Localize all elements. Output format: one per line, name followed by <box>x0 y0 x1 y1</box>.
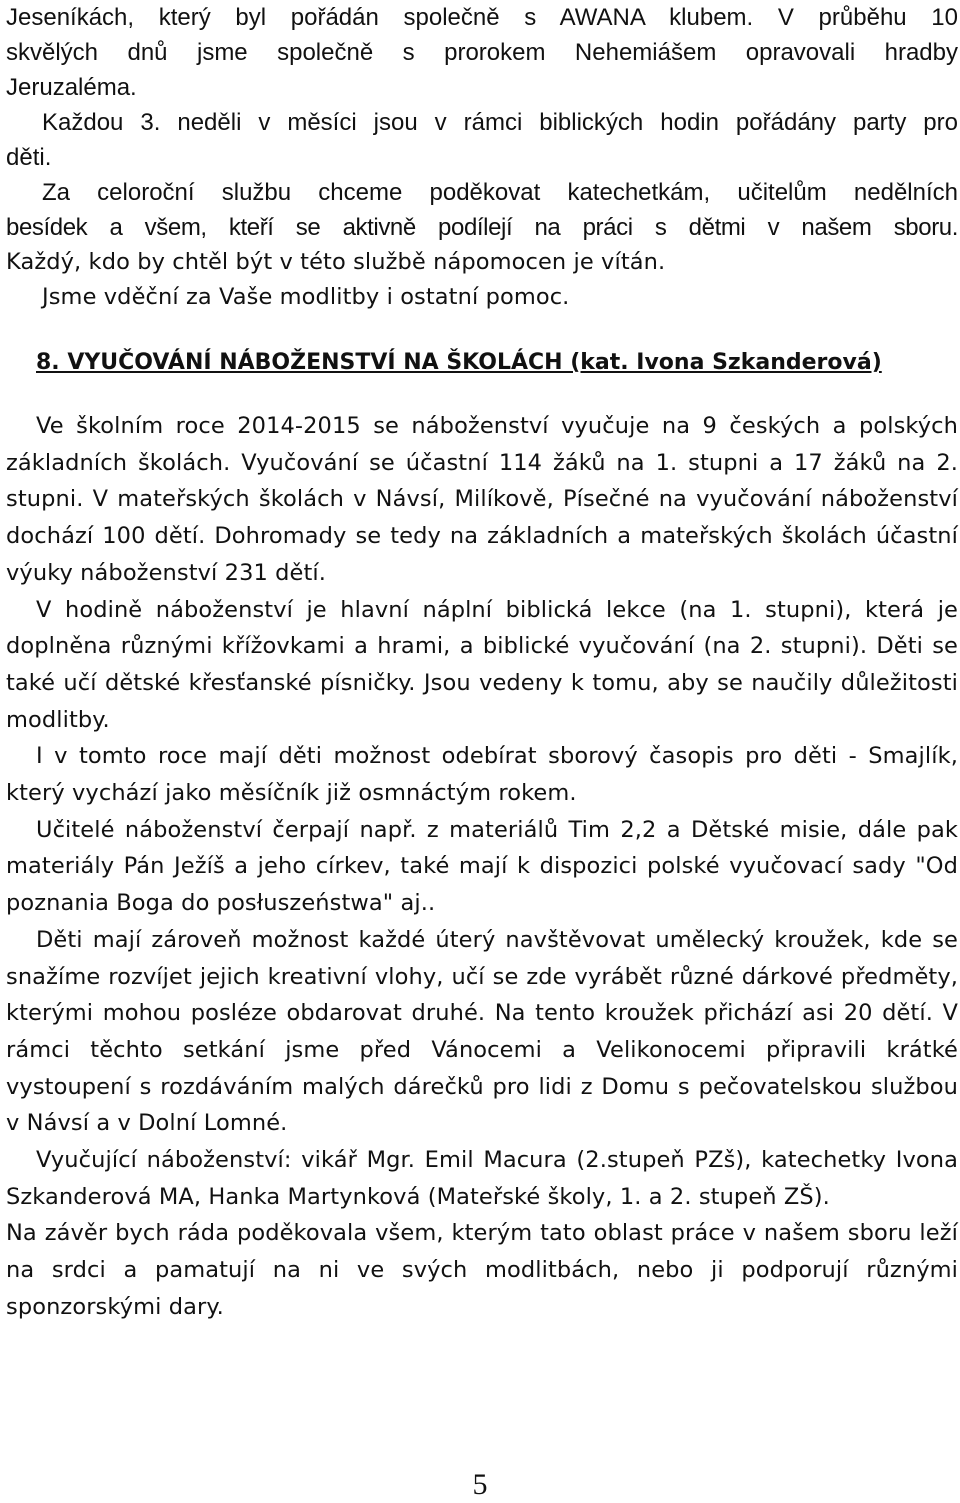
section-heading: 8. VYUČOVÁNÍ NÁBOŽENSTVÍ NA ŠKOLÁCH (kat. Ivona Szkanderová) <box>36 350 882 375</box>
paragraph: Děti mají zároveň možnost každé úterý navštěvovat umělecký kroužek, kde se snažíme rozvíjet jejich kreativní vlohy, učí se zde vyrábět různé dárkové předměty, kterými mohou posléze obdarovat druhé. Na tento kroužek přichází asi 20 dětí. V rámci těchto setkání jsme před Vánocemi a Velikonocemi připravili krátké vystoupení s rozdáváním malých dárečků pro lidi z Domu s pečovatelskou službou v Návsí a v Dolní Lomné. <box>6 926 958 1137</box>
intro-line: Jeruzaléma. <box>6 74 137 101</box>
paragraph: Učitelé náboženství čerpají např. z materiálů Tim 2,2 a Dětské misie, dále pak materiály Pán Ježíš a jeho církev, také mají k dispozici polské vyučovací sady "Od poznania Boga do posłuszeństwa" aj.. <box>6 816 958 917</box>
intro-line: Za celoroční službu chceme poděkovat katechetkám, učitelům nedělních <box>42 179 958 206</box>
thanks-line: Každý, kdo by chtěl být v této službě nápomocen je vítán. <box>6 249 666 275</box>
intro-line: Jeseníkách, který byl pořádán společně s AWANA klubem. V průběhu 10 <box>6 4 958 31</box>
thanks-line: Jsme vděční za Vaše modlitby i ostatní pomoc. <box>42 284 570 310</box>
paragraph: Ve školním roce 2014-2015 se náboženství vyučuje na 9 českých a polských základních školách. Vyučování se účastní 114 žáků na 1. stupni a 17 žáků na 2. stupni. V mateřských školách v Návsí, Milíkově, Písečné na vyučování náboženství dochází 100 dětí. Dohromady se tedy na základních a mateřských školách účastní výuky náboženství 231 dětí. <box>6 413 958 586</box>
intro-section <box>6 0 958 245</box>
intro-line: skvělých dnů jsme společně s prorokem Nehemiášem opravovali hradby <box>6 39 958 66</box>
paragraph: I v tomto roce mají děti možnost odebírat sborový časopis pro děti - Smajlík, který vychází jako měsíčník již osmnáctým rokem. <box>6 743 958 807</box>
thanks-section <box>6 245 958 315</box>
paragraph: V hodině náboženství je hlavní náplní biblická lekce (na 1. stupni), která je doplněna různými křížovkami a hrami, a biblické vyučování (na 2. stupni). Děti se také učí dětské křesťanské písničky. Jsou vedeny k tomu, aby se naučily důležitosti modlitby. <box>6 596 958 733</box>
intro-line: Každou 3. neděli v měsíci jsou v rámci biblických hodin pořádány party pro <box>42 109 958 136</box>
intro-line: besídek a všem, kteří se aktivně podílejí na práci s dětmi v našem sboru. <box>6 214 958 241</box>
paragraph: Vyučující náboženství: vikář Mgr. Emil Macura (2.stupeň PZš), katechetky Ivona Szkanderová MA, Hanka Martynková (Mateřské školy, 1. a 2. stupeň ZŠ). <box>6 1147 958 1210</box>
page-number: 5 <box>472 1468 488 1501</box>
paragraph: Na závěr bych ráda poděkovala všem, kterým tato oblast práce v našem sboru leží na srdci a pamatují na ni ve svých modlitbách, nebo ji podporují různými sponzorskými dary. <box>6 1220 958 1320</box>
intro-line: děti. <box>6 144 52 171</box>
body-section <box>6 408 958 1326</box>
